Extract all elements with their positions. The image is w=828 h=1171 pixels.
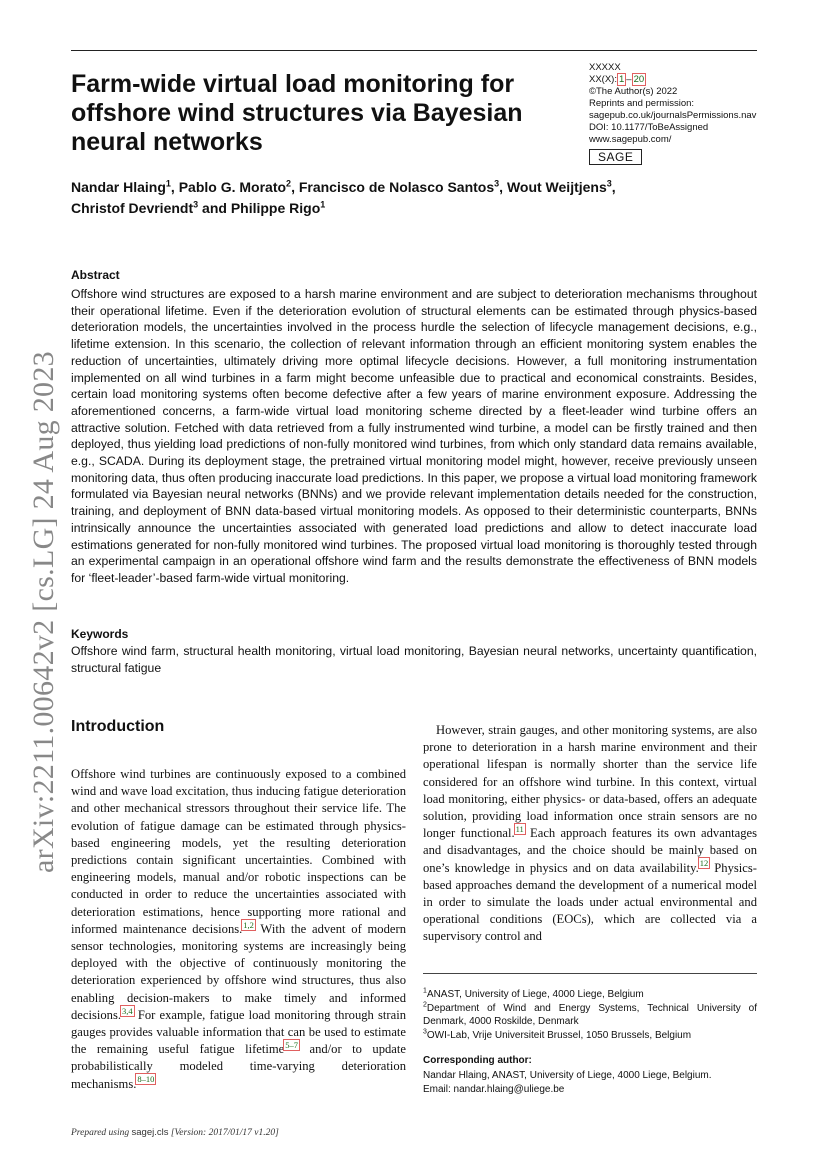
author-separator: and xyxy=(198,200,231,216)
keywords-heading: Keywords xyxy=(71,627,129,641)
author-name: Wout Weijtjens xyxy=(506,179,607,195)
page-end-link[interactable]: 20 xyxy=(633,74,645,85)
corresponding-address: Nandar Hlaing, ANAST, University of Liege, 4000 Liege, Belgium. xyxy=(423,1070,712,1081)
title-line: neural networks xyxy=(71,128,263,156)
author-affiliation: 3 xyxy=(606,178,612,189)
paper-title xyxy=(71,70,541,157)
author-affiliation: 3 xyxy=(193,199,199,210)
footnote-text: Department of Wind and Energy Systems, Technical University of Denmark, 4000 Roskilde, Denmark xyxy=(423,1002,757,1027)
author-separator: , xyxy=(611,179,616,195)
body-text: For example, fatigue load monitoring through strain gauges provides valuable information that can be used to estimate the remaining useful fatigue lifetime xyxy=(71,1007,406,1057)
body-text: Offshore wind turbines are continuously exposed to a combined wind and wave load excitation, thus inducing fatigue deterioration and other mechanical stressors throughout their service life. The evolution of fatigue damage can be estimated through physics-based engineering models, yet the resulting deterioration predictions contain significant uncertainties. Combined with engineering models, manual and/or robotic inspections can be conducted in order to reduce the uncertainties associated with deterioration estimations, hence supporting more rational and informed maintenance decisions. xyxy=(71,767,406,936)
citation-link[interactable]: 3,4 xyxy=(122,1005,133,1016)
body-text: Each approach features its own advantages and disadvantages, and the choice should be mainly based on one’s knowledge in physics and on data availability. xyxy=(423,826,757,875)
footnote-marker: 3 xyxy=(423,1028,427,1036)
author-affiliation: 1 xyxy=(165,178,171,189)
affiliation-footnotes xyxy=(423,988,757,1042)
footnote-rule xyxy=(423,973,757,974)
body-text: However, strain gauges, and other monitoring systems, are also prone to deterioration in a harsh marine environment and their operational lifespan is normally shorter than the service life considered for an offshore wind turbine. In this context, virtual load monitoring, either physics- or data-based, offers an adequate solution, providing load information once strain sensors are no longer functional. xyxy=(423,723,757,841)
author-separator: , xyxy=(291,179,299,195)
arxiv-side-stamp[interactable]: arXiv:2211.00642v2 [cs.LG] 24 Aug 2023 xyxy=(27,351,60,873)
footer-prefix: Prepared using xyxy=(71,1128,132,1138)
abstract-text: Offshore wind structures are exposed to a harsh marine environment and are subject to deterioration mechanisms throughout their operational lifetime. Even if the deterioration evolution of structural elements can be estimated through physics-based deterioration models, the uncertainties involved in the process hurdle the selection of lifecycle management decisions, e.g., lifetime extension. In this scenario, the collection of relevant information through an efficient monitoring system enables the reduction of uncertainties, ultimately driving more optimal lifecycle decisions. However, a full monitoring instrumentation implemented on all wind turbines in a farm might become unfeasible due to practical and economical constraints. Besides, certain load monitoring systems often become defective after a few years of marine environment exposure. Addressing the aforementioned concerns, a farm-wide virtual load monitoring scheme directed by a fleet-leader wind turbine offers an attractive solution. Fetched with data retrieved from a fully instrumented wind turbine, a model can be firstly trained and then deployed, thus yielding load predictions of non-fully monitored wind turbines, from which only standard data remains available, e.g., SCADA. During its deployment stage, the pretrained virtual monitoring model might, however, receive previously unseen monitoring data, thus often producing inaccurate load predictions. In this paper, we propose a virtual load monitoring framework formulated via Bayesian neural networks (BNNs) and we provide relevant implementation details needed for the construction, training, and deployment of BNN data-based virtual monitoring models. As opposed to their deterministic counterparts, BNNs intrinsically announce the uncertainties associated with generated load predictions and allow to detect inaccurate load estimations generated for non-fully monitored wind turbines. The proposed virtual load monitoring is thoroughly tested through an experimental campaign in an operational offshore wind farm and the results demonstrate the effectiveness of BNN models for ‘fleet-leader’-based farm-wide virtual monitoring. xyxy=(71,287,757,585)
reprints-label: Reprints and permission: xyxy=(589,98,695,109)
author-separator: , xyxy=(170,179,179,195)
body-text: With the advent of modern sensor technologies, monitoring systems are increasingly being deployed with the objective of continuously monitoring the deterioration experienced by offshore wind structures, thus also enabling decision-makers to make timely and informed decisions. xyxy=(71,921,406,1022)
footnote-marker: 1 xyxy=(423,987,427,995)
footnote-marker: 2 xyxy=(423,1001,427,1009)
citation-link[interactable]: 11 xyxy=(515,824,524,835)
body-text: and/or to update probabilistically modeled time-varying deterioration mechanisms. xyxy=(71,1042,406,1091)
author-name: Nandar Hlaing xyxy=(71,179,166,195)
author-separator: , xyxy=(499,179,507,195)
author-affiliation: 2 xyxy=(286,178,292,189)
volume-prefix: XX(X): xyxy=(589,74,617,85)
author-name: Philippe Rigo xyxy=(230,200,321,216)
intro-right-column xyxy=(423,722,757,946)
sage-logo: SAGE xyxy=(589,149,642,165)
corresponding-author xyxy=(423,1069,757,1097)
citation-link[interactable]: 12 xyxy=(699,858,709,869)
author-list xyxy=(71,177,751,219)
author-name: Pablo G. Morato xyxy=(178,179,287,195)
citation-link[interactable]: 8–10 xyxy=(137,1074,155,1085)
corresponding-author-heading: Corresponding author: xyxy=(423,1055,532,1066)
footnote-text: ANAST, University of Liege, 4000 Liege, Belgium xyxy=(426,989,644,1000)
footer-version: [Version: 2017/01/17 v1.20] xyxy=(168,1128,279,1138)
title-line: Farm-wide virtual load monitoring for xyxy=(71,70,515,98)
publisher-website: www.sagepub.com/ xyxy=(589,134,672,145)
author-affiliation: 1 xyxy=(320,199,326,210)
volume-pages xyxy=(589,74,769,86)
footer-class-file: sagej.cls xyxy=(131,1127,169,1138)
author-name: Francisco de Nolasco Santos xyxy=(298,179,495,195)
author-name: Christof Devriendt xyxy=(71,200,194,216)
intro-left-column xyxy=(71,766,406,1093)
page-separator: – xyxy=(626,74,632,85)
author-affiliation: 3 xyxy=(494,178,500,189)
citation-link[interactable]: 5–7 xyxy=(285,1040,299,1051)
permissions-url: sagepub.co.uk/journalsPermissions.nav xyxy=(589,110,757,121)
footnote xyxy=(423,1002,757,1029)
footnote-text: OWI-Lab, Vrije Universiteit Brussel, 1050 Brussels, Belgium xyxy=(426,1029,692,1041)
page-start-link[interactable]: 1 xyxy=(618,74,625,85)
title-line: offshore wind structures via Bayesian xyxy=(71,99,523,127)
footnote xyxy=(423,1029,757,1043)
introduction-heading: Introduction xyxy=(71,718,165,735)
keywords-text: Offshore wind farm, structural health monitoring, virtual load monitoring, Bayesian neural networks, uncertainty quantification, structural fatigue xyxy=(71,644,757,675)
corresponding-email: Email: nandar.hlaing@uliege.be xyxy=(423,1084,565,1095)
top-rule xyxy=(71,50,757,51)
prepared-using-footer xyxy=(71,1127,279,1138)
body-text: Physics-based approaches demand the development of a numerical model in order to simulate the loads under actual environmental and operational conditions (EOCs), which are collected via a supervisory control and xyxy=(423,860,757,944)
citation-link[interactable]: 1,2 xyxy=(243,919,254,930)
doi: DOI: 10.1177/ToBeAssigned xyxy=(589,122,709,133)
journal-meta xyxy=(589,62,769,165)
copyright: ©The Author(s) 2022 xyxy=(589,86,678,97)
footnote xyxy=(423,988,757,1002)
abstract-heading: Abstract xyxy=(71,268,120,282)
journal-placeholder: XXXXX xyxy=(589,62,621,73)
